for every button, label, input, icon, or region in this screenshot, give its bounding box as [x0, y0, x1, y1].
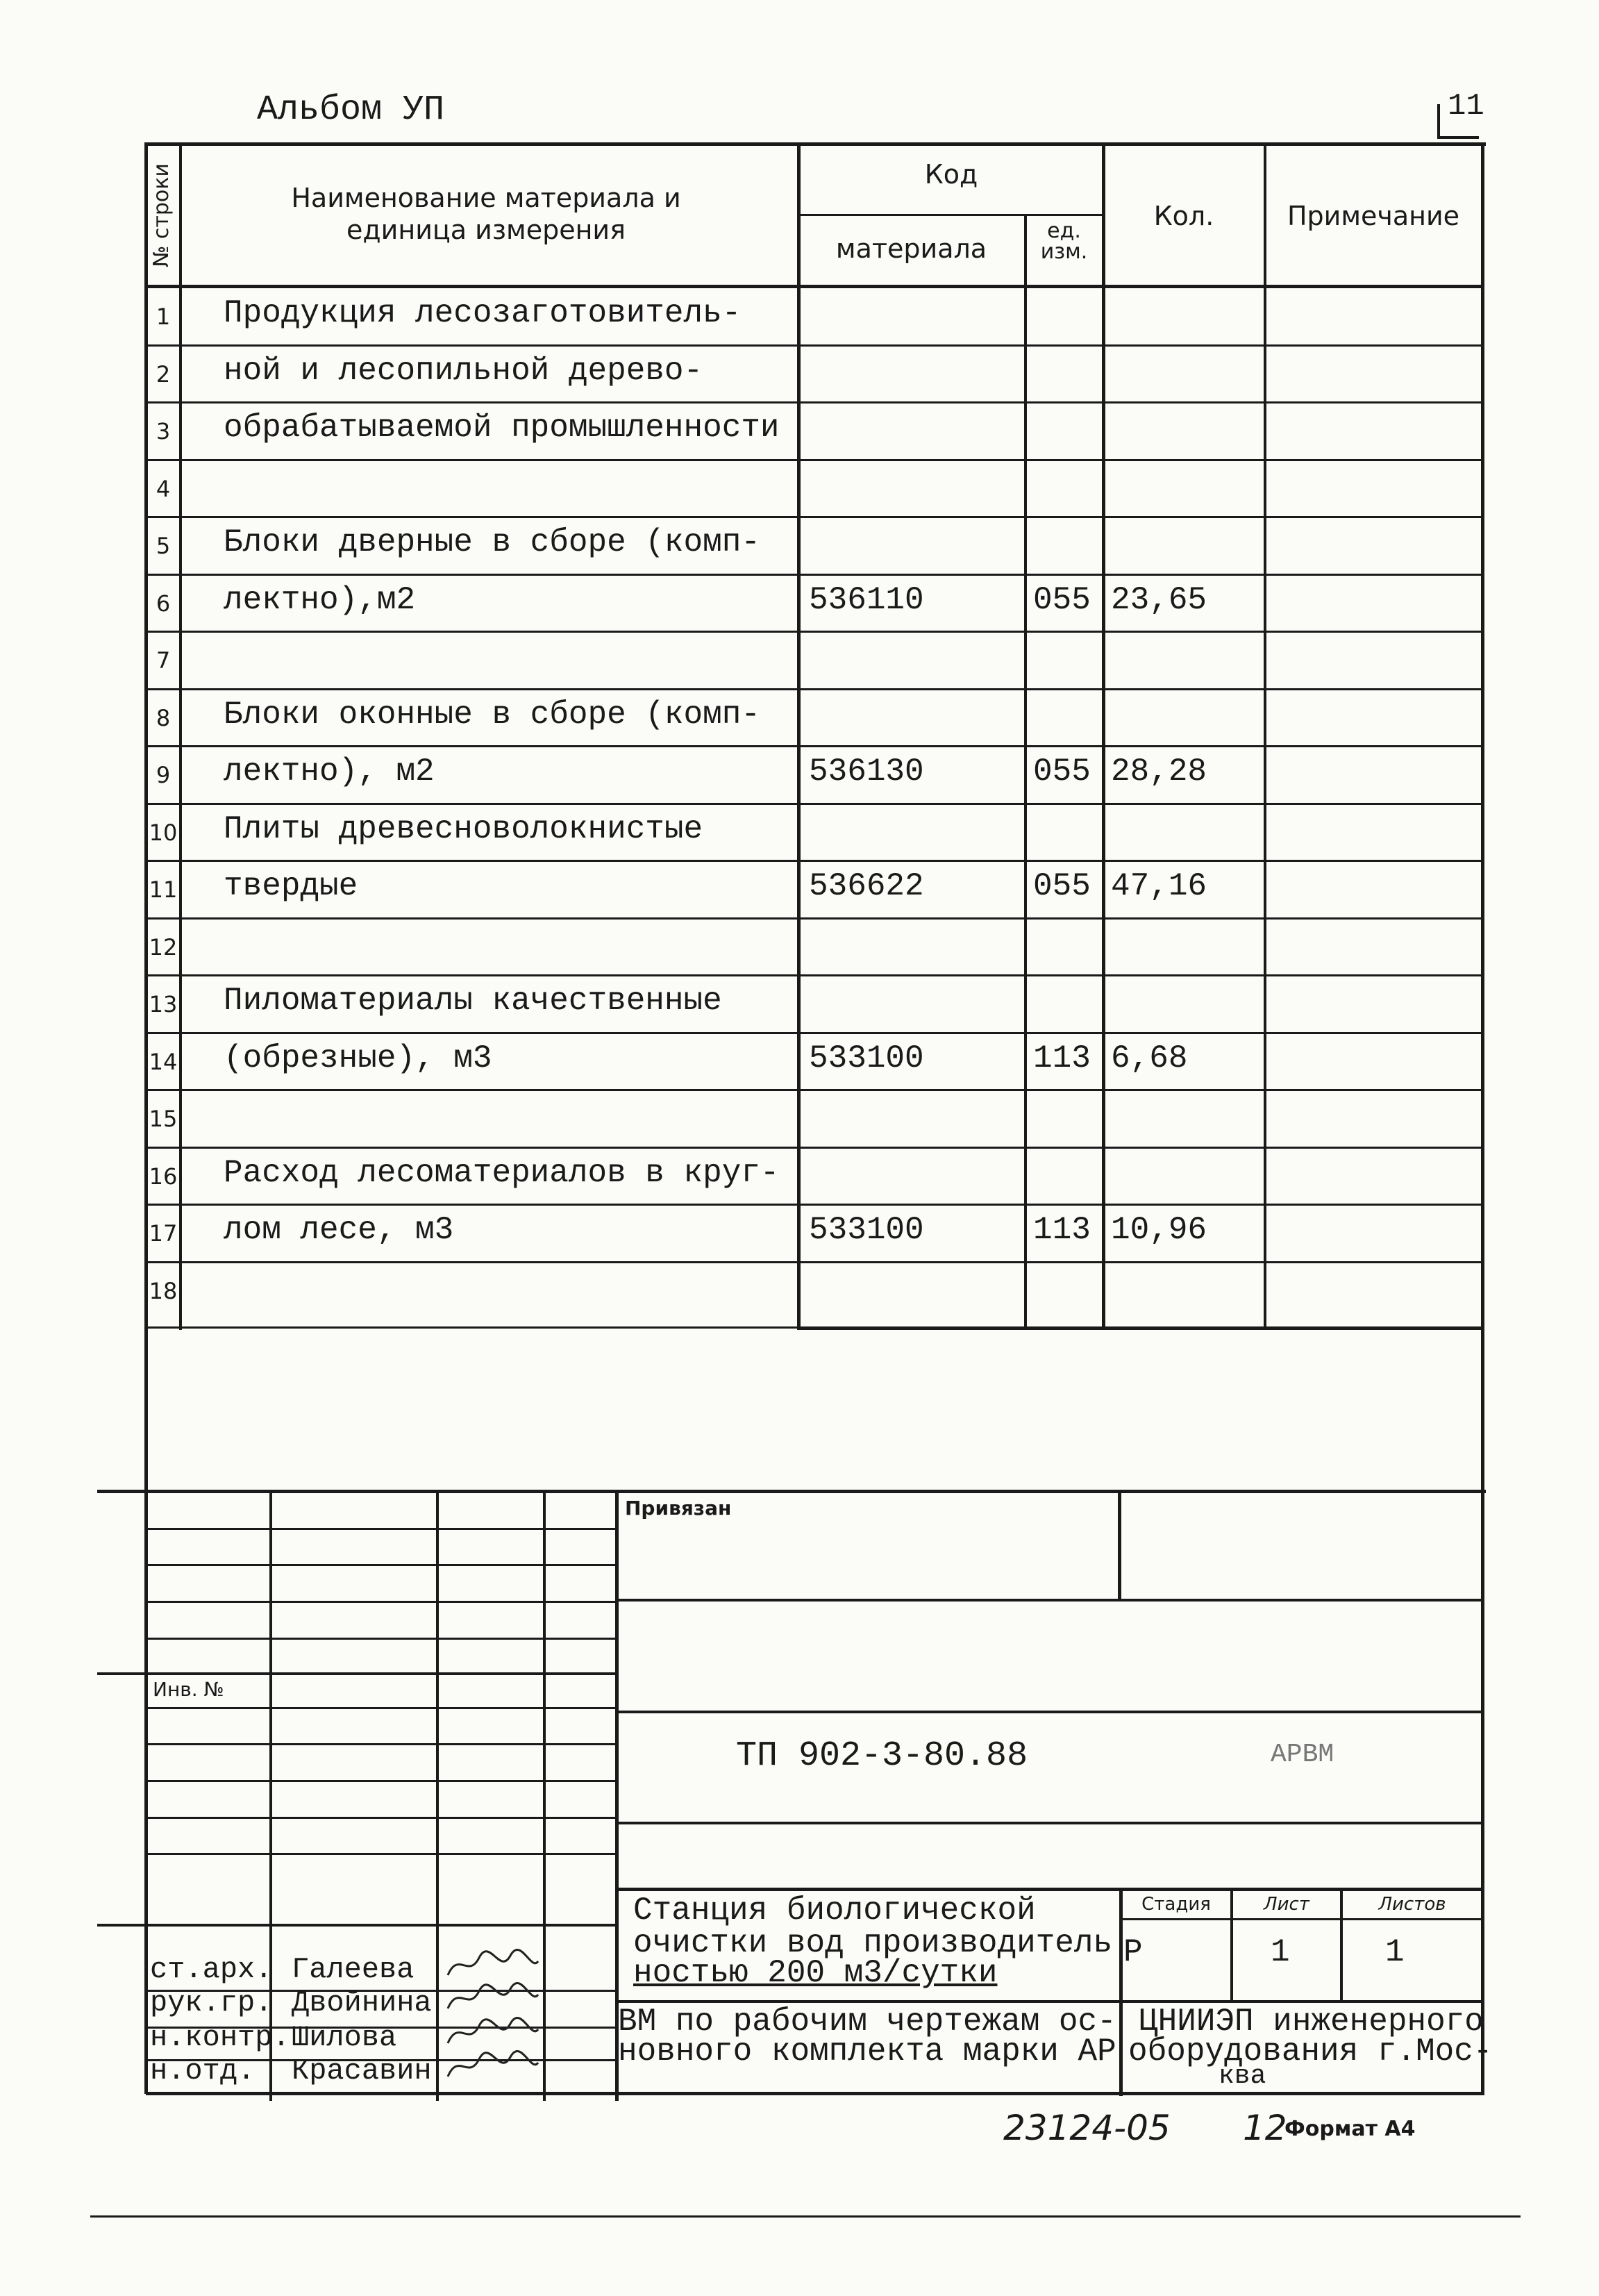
row-number-cell: 3	[156, 418, 171, 444]
material-name-cell: Плиты древесноволокнистые	[224, 810, 703, 847]
material-name-cell: Продукция лесозаготовитель-	[224, 295, 742, 331]
signer-name: Шилова	[292, 2021, 397, 2054]
page-number: 11	[1448, 89, 1484, 124]
material-name-cell: твердые	[224, 868, 358, 904]
row-number-cell: 12	[149, 933, 178, 960]
row-number-cell: 9	[156, 762, 171, 788]
unit-code-cell: 055	[1033, 868, 1091, 904]
row-number-cell: 6	[156, 590, 171, 617]
unit-code-cell: 113	[1033, 1212, 1091, 1248]
stage-value: Р	[1123, 1934, 1143, 1970]
unit-code-cell: 055	[1033, 754, 1091, 790]
doc-mark: АРВМ	[1271, 1740, 1334, 1770]
signer-name: Красавин	[292, 2054, 432, 2088]
material-name-cell: Блоки оконные в сборе (комп-	[224, 696, 760, 733]
row-number-cell: 11	[149, 876, 178, 903]
material-name-cell: лом лесе, м3	[224, 1212, 454, 1248]
org-line-1: ЦНИИЭП инженерного	[1139, 2004, 1484, 2040]
signature	[444, 2049, 542, 2083]
material-name-cell: Пиломатериалы качественные	[224, 983, 722, 1019]
sheets-label: Листов	[1378, 1894, 1446, 1915]
stage-label: Стадия	[1141, 1894, 1211, 1915]
footer-number: 23124-05	[1003, 2108, 1171, 2148]
header-unit: ед. изм.	[1040, 219, 1088, 264]
row-number-cell: 15	[149, 1106, 178, 1132]
row-number-cell: 17	[149, 1220, 178, 1247]
privyazan-label: Привязан	[625, 1497, 732, 1520]
material-code-cell: 536110	[809, 581, 924, 618]
header-material: материала	[835, 233, 987, 264]
material-name-cell: лектно),м2	[224, 581, 416, 618]
row-number-cell: 7	[156, 647, 171, 674]
quantity-cell: 10,96	[1111, 1212, 1207, 1248]
footer-sheet: 12	[1243, 2108, 1287, 2148]
header-row-number: № строки	[149, 163, 174, 267]
subtitle-line-1: ВМ по рабочим чертежам ос-	[618, 2004, 1116, 2040]
material-name-cell: Блоки дверные в сборе (комп-	[224, 524, 760, 560]
signer-name: Двойнина	[292, 1986, 432, 2020]
quantity-cell: 23,65	[1111, 581, 1207, 618]
unit-code-cell: 113	[1033, 1040, 1091, 1076]
row-number-cell: 10	[149, 819, 178, 846]
material-name-cell: Расход лесоматериалов в круг-	[224, 1154, 780, 1191]
sheets-value: 1	[1385, 1934, 1405, 1970]
row-number-cell: 8	[156, 704, 171, 731]
format-label: Формат А4	[1284, 2117, 1416, 2141]
header-code: Код	[924, 159, 978, 190]
doc-code: ТП 902-3-80.88	[736, 1736, 1028, 1776]
row-number-cell: 13	[149, 991, 178, 1017]
row-number-cell: 1	[156, 303, 171, 330]
header-qty: Кол.	[1153, 201, 1214, 231]
header-name: Наименование материала и единица измерения	[291, 183, 681, 245]
material-name-cell: ной и лесопильной дерево-	[224, 352, 703, 389]
subtitle-line-2: новного комплекта марки АР	[618, 2033, 1116, 2070]
material-name-cell: лектно), м2	[224, 754, 435, 790]
material-name-cell: обрабатываемой промышленности	[224, 410, 780, 446]
material-code-cell: 533100	[809, 1040, 924, 1076]
quantity-cell: 6,68	[1111, 1040, 1188, 1076]
sheet-label: Лист	[1264, 1894, 1309, 1915]
material-code-cell: 536622	[809, 868, 924, 904]
sheet-value: 1	[1271, 1934, 1290, 1970]
title-line-1: Станция биологической	[633, 1892, 1036, 1929]
signature	[444, 1947, 542, 1982]
title-line-2: очистки вод производитель	[633, 1925, 1113, 1961]
row-number-cell: 16	[149, 1163, 178, 1190]
quantity-cell: 28,28	[1111, 754, 1207, 790]
signer-name: Галеева	[292, 1953, 415, 1986]
album-label: Альбом УП	[257, 90, 445, 130]
signer-role: рук.гр.	[150, 1986, 273, 2020]
signer-role: н.отд.	[150, 2054, 256, 2088]
material-name-cell: (обрезные), м3	[224, 1040, 492, 1076]
material-code-cell: 533100	[809, 1212, 924, 1248]
row-number-cell: 2	[156, 360, 171, 388]
row-number-cell: 5	[156, 533, 171, 559]
inv-no-label: Инв. №	[153, 1678, 224, 1701]
signer-role: н.контр.	[150, 2021, 290, 2054]
row-number-cell: 18	[149, 1277, 178, 1304]
row-number-cell: 4	[156, 475, 171, 502]
signer-role: ст.арх.	[150, 1953, 273, 1986]
material-code-cell: 536130	[809, 754, 924, 790]
quantity-cell: 47,16	[1111, 868, 1207, 904]
signature	[444, 2015, 542, 2050]
org-line-3: ква	[1219, 2061, 1266, 2091]
org-line-2: оборудования г.Мос-	[1128, 2033, 1493, 2070]
header-note: Примечание	[1287, 201, 1460, 231]
row-number-cell: 14	[149, 1048, 178, 1075]
title-line-3: ностью 200 м3/сутки	[633, 1955, 998, 1991]
unit-code-cell: 055	[1033, 581, 1091, 618]
signature	[444, 1981, 542, 2015]
